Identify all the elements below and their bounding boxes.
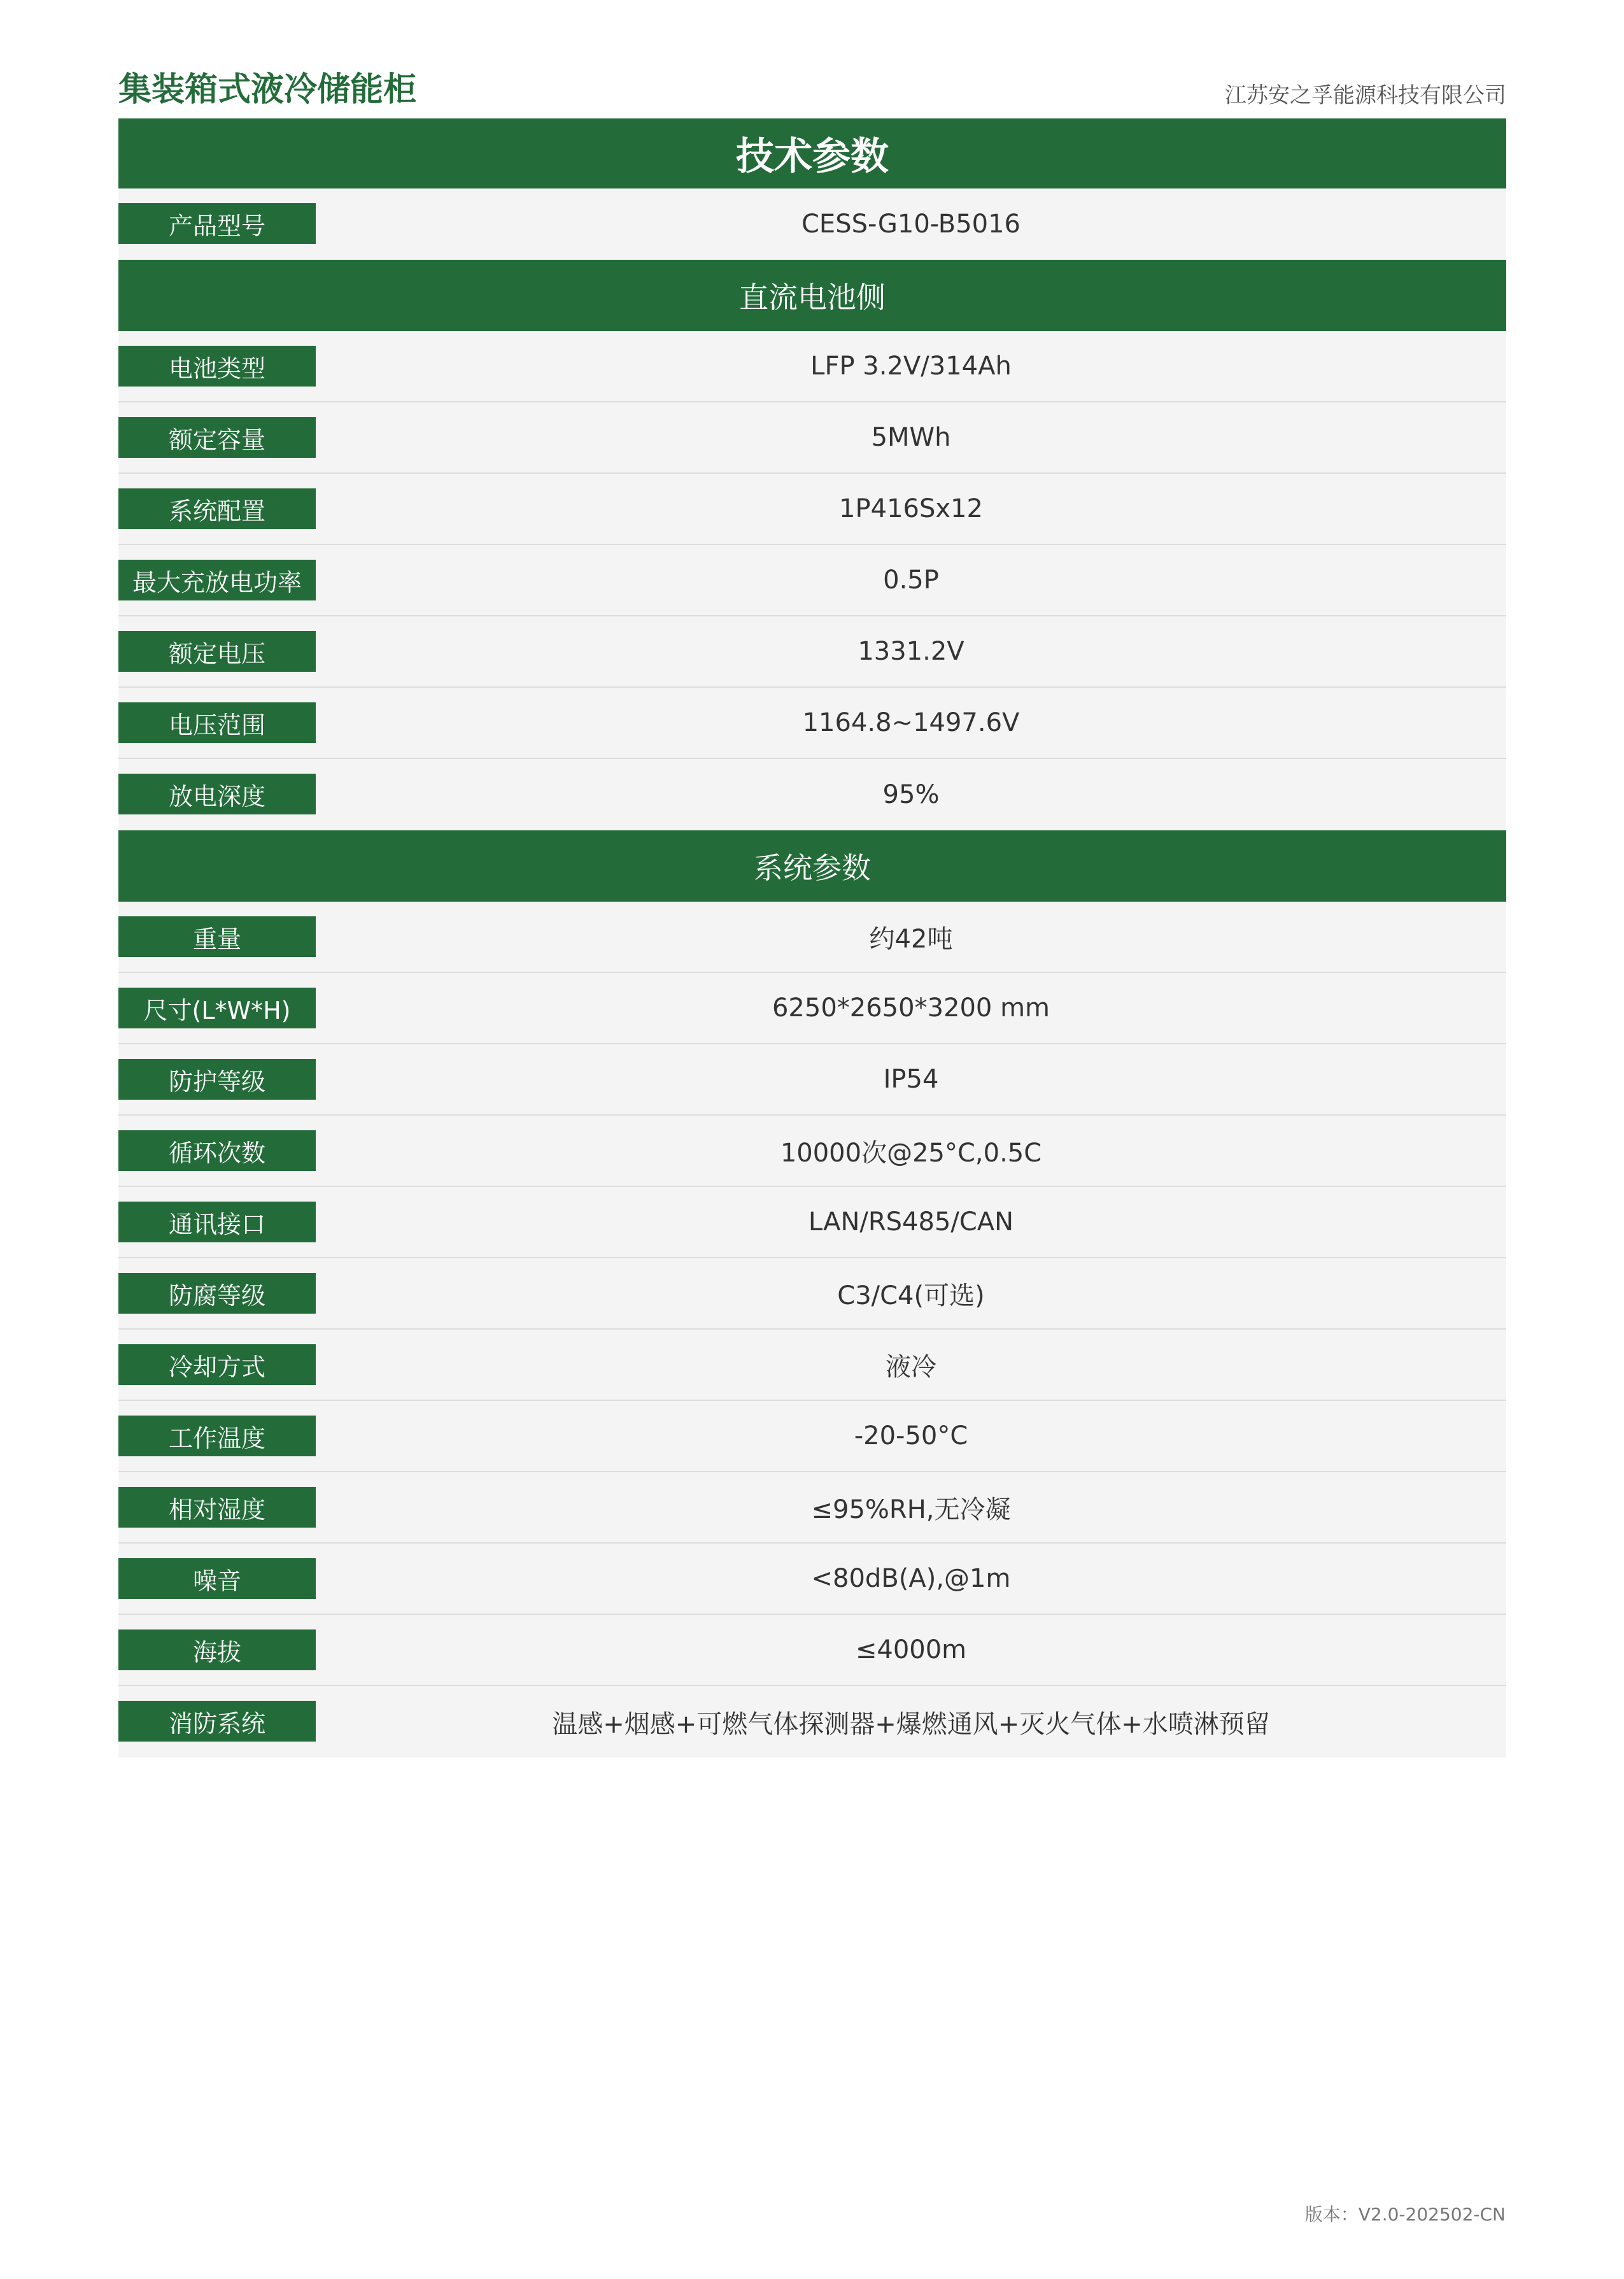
row-label: 工作温度 (118, 1416, 316, 1456)
row-value: 6250*2650*3200 mm (772, 993, 1050, 1023)
row-value: CESS-G10-B5016 (801, 209, 1021, 239)
row-label: 相对湿度 (118, 1487, 316, 1528)
table-row (118, 545, 1506, 616)
table-row (118, 759, 1506, 830)
row-label: 尺寸(L*W*H) (118, 988, 316, 1028)
row-label: 循环次数 (118, 1130, 316, 1171)
table-row (118, 1258, 1506, 1330)
row-label: 产品型号 (118, 203, 316, 244)
row-label: 冷却方式 (118, 1344, 316, 1385)
row-value: 温感+烟感+可燃气体探测器+爆燃通风+灭火气体+水喷淋预留 (552, 1709, 1270, 1739)
row-value: 1331.2V (858, 637, 964, 666)
row-value: ≤4000m (855, 1635, 967, 1665)
table-row (118, 331, 1506, 402)
table-row (118, 1116, 1506, 1187)
row-label: 防护等级 (118, 1059, 316, 1100)
table-row (118, 616, 1506, 688)
company-name: 江苏安之孚能源科技有限公司 (1225, 83, 1506, 108)
row-label: 电池类型 (118, 346, 316, 387)
row-value: -20-50°C (854, 1421, 968, 1451)
row-value: 液冷 (886, 1352, 936, 1382)
row-value: 1P416Sx12 (839, 494, 983, 523)
table-row (118, 1044, 1506, 1116)
row-label: 最大充放电功率 (118, 560, 316, 600)
version-label: 版本：V2.0-202502-CN (1304, 2204, 1506, 2225)
row-value: 10000次@25°C,0.5C (780, 1138, 1042, 1168)
row-value: LAN/RS485/CAN (808, 1207, 1014, 1237)
row-label: 额定电压 (118, 631, 316, 672)
row-label: 通讯接口 (118, 1202, 316, 1242)
table-row (118, 1472, 1506, 1544)
row-value: IP54 (883, 1065, 939, 1094)
row-value: LFP 3.2V/314Ah (810, 351, 1012, 381)
table-row (118, 1615, 1506, 1686)
page-header (118, 60, 1506, 111)
row-value: 5MWh (871, 423, 951, 452)
table-row (118, 1544, 1506, 1615)
table-row (118, 1401, 1506, 1472)
row-label: 消防系统 (118, 1701, 316, 1742)
row-value: ≤95%RH,无冷凝 (811, 1494, 1011, 1524)
table-row (118, 1330, 1506, 1401)
row-label: 系统配置 (118, 488, 316, 529)
spec-table (118, 118, 1506, 1757)
row-value: 1164.8~1497.6V (802, 708, 1020, 737)
table-row (118, 474, 1506, 545)
row-label: 海拔 (118, 1629, 316, 1670)
document-title: 集装箱式液冷储能柜 (118, 71, 417, 109)
row-label: 防腐等级 (118, 1273, 316, 1314)
row-value: 95% (882, 780, 940, 809)
table-row (118, 688, 1506, 759)
section-header-dc-battery: 直流电池侧 (118, 260, 1506, 331)
section-header-system-params: 系统参数 (118, 830, 1506, 902)
table-row-model (118, 188, 1506, 260)
row-value: 约42吨 (869, 924, 953, 954)
row-label: 电压范围 (118, 702, 316, 743)
row-value: C3/C4(可选) (837, 1281, 985, 1310)
row-label: 放电深度 (118, 774, 316, 814)
table-row (118, 973, 1506, 1044)
row-label: 噪音 (118, 1558, 316, 1599)
row-label: 额定容量 (118, 417, 316, 458)
table-row (118, 1187, 1506, 1258)
row-value: <80dB(A),@1m (811, 1564, 1011, 1593)
table-row (118, 902, 1506, 973)
row-label: 重量 (118, 916, 316, 957)
row-value: 0.5P (883, 565, 939, 595)
table-row (118, 402, 1506, 474)
table-row (118, 1686, 1506, 1757)
table-title: 技术参数 (118, 118, 1506, 188)
